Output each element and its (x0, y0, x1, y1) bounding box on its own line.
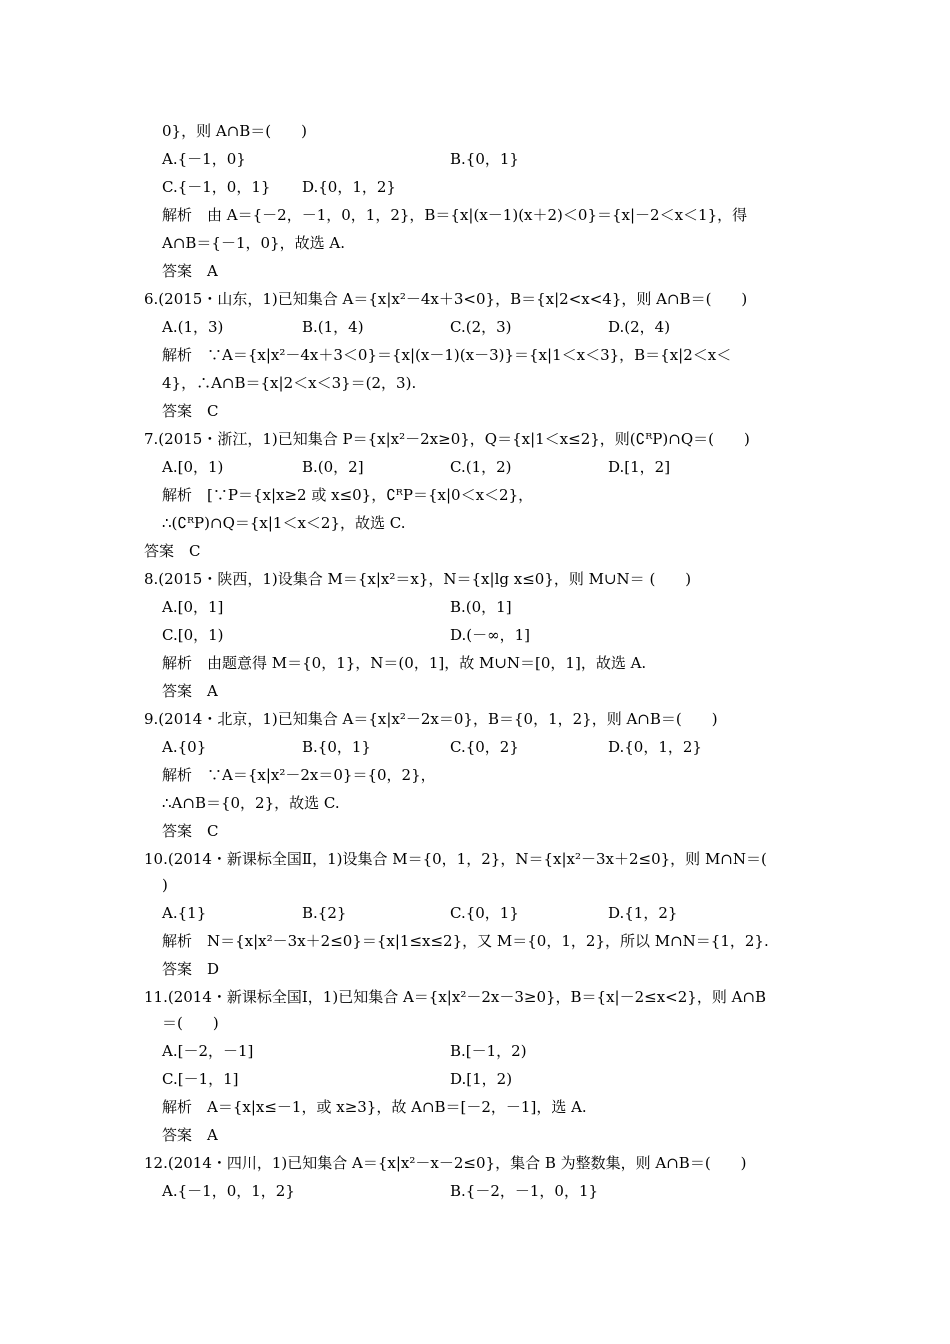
option-row (162, 1182, 782, 1200)
text-line: 解析 ∵A＝{x|x²－2x＝0}＝{0，2}， (162, 766, 436, 784)
answer-option: B.(0，1] (450, 598, 512, 616)
answer-option: A.{0} (162, 738, 207, 756)
text-line: 答案 D (162, 960, 220, 978)
answer-option: D.[1，2) (450, 1070, 513, 1088)
text-line: 答案 A (162, 682, 218, 700)
answer-option: A.{－1，0} (162, 150, 246, 168)
text-line: ∴(∁ᴿP)∩Q＝{x|1＜x＜2}，故选 C. (162, 514, 406, 532)
text-line: A∩B＝{－1，0}，故选 A. (162, 234, 345, 252)
text-line: 0}，则 A∩B＝( ) (162, 122, 307, 140)
option-row (162, 738, 782, 756)
text-line: 8.(2015・陕西，1)设集合 M＝{x|x²＝x}，N＝{x|lg x≤0}，则 M∪N＝ ( ) (144, 570, 692, 588)
option-row (162, 178, 782, 196)
text-line: 9.(2014・北京，1)已知集合 A＝{x|x²－2x＝0}，B＝{0，1，2}，则 A∩B＝( ) (144, 710, 718, 728)
option-row (162, 1042, 782, 1060)
option-row (162, 318, 782, 336)
answer-option: C.[－1，1] (162, 1070, 239, 1088)
option-row (162, 626, 782, 644)
answer-option: A.[0，1) (162, 458, 224, 476)
text-line: 解析 N＝{x|x²－3x＋2≤0}＝{x|1≤x≤2}，又 M＝{0，1，2}，所以 M∩N＝{1，2}. (162, 932, 769, 950)
option-row (162, 598, 782, 616)
text-line: 11.(2014・新课标全国Ⅰ，1)已知集合 A＝{x|x²－2x－3≥0}，B＝{x|－2≤x<2}，则 A∩B (144, 988, 767, 1006)
answer-option: C.{0，2} (450, 738, 519, 756)
text-line: 4}，∴A∩B＝{x|2＜x＜3}＝(2，3). (162, 374, 417, 392)
answer-option: C.(2，3) (450, 318, 512, 336)
answer-option: B.{0，1} (302, 738, 371, 756)
text-line: 10.(2014・新课标全国Ⅱ，1)设集合 M＝{0，1，2}，N＝{x|x²－3x＋2≤0}，则 M∩N＝( (144, 850, 767, 868)
text-line: 12.(2014・四川，1)已知集合 A＝{x|x²－x－2≤0}，集合 B 为整数集，则 A∩B＝( ) (144, 1154, 747, 1172)
text-line: 6.(2015・山东，1)已知集合 A＝{x|x²－4x＋3<0}，B＝{x|2<x<4}，则 A∩B＝( ) (144, 290, 748, 308)
option-row (162, 1070, 782, 1088)
answer-option: A.{－1，0，1，2} (162, 1182, 295, 1200)
answer-option: B.(0，2] (302, 458, 364, 476)
answer-option: C.{－1，0，1} (162, 178, 271, 196)
text-line: 解析 A＝{x|x≤－1，或 x≥3}，故 A∩B＝[－2，－1]，选 A. (162, 1098, 587, 1116)
text-line: ) (162, 876, 168, 894)
answer-option: B.{2} (302, 904, 347, 922)
text-line: 解析 由题意得 M＝{0，1}，N＝(0，1]，故 M∪N＝[0，1]，故选 A. (162, 654, 647, 672)
answer-option: B.{0，1} (450, 150, 519, 168)
answer-option: A.(1，3) (162, 318, 224, 336)
answer-option: B.{－2，－1，0，1} (450, 1182, 599, 1200)
option-row (162, 904, 782, 922)
text-line: 答案 C (162, 402, 219, 420)
answer-option: C.{0，1} (450, 904, 519, 922)
text-line: 解析 [∵P＝{x|x≥2 或 x≤0}，∁ᴿP＝{x|0＜x＜2}， (162, 486, 534, 504)
answer-option: D.{0，1，2} (302, 178, 396, 196)
text-line: 解析 ∵A＝{x|x²－4x＋3＜0}＝{x|(x－1)(x－3)}＝{x|1＜x＜3}，B＝{x|2＜x＜ (162, 346, 732, 364)
answer-option: C.(1，2) (450, 458, 512, 476)
option-row (162, 150, 782, 168)
answer-option: B.[－1，2) (450, 1042, 527, 1060)
text-line: 答案 A (162, 1126, 218, 1144)
text-line: ＝( ) (162, 1014, 219, 1032)
answer-option: D.{1，2} (608, 904, 678, 922)
answer-option: A.[－2，－1] (162, 1042, 254, 1060)
answer-option: D.(－∞，1] (450, 626, 531, 644)
text-line: 解析 由 A＝{－2，－1，0，1，2}，B＝{x|(x－1)(x＋2)＜0}＝{x|－2＜x＜1}，得 (162, 206, 748, 224)
answer-option: D.[1，2] (608, 458, 671, 476)
text-line: 答案 C (144, 542, 201, 560)
answer-option: B.(1，4) (302, 318, 364, 336)
text-line: 7.(2015・浙江，1)已知集合 P＝{x|x²－2x≥0}，Q＝{x|1＜x≤2}，则(∁ᴿP)∩Q＝( ) (144, 430, 750, 448)
text-line: 答案 A (162, 262, 218, 280)
text-line: 答案 C (162, 822, 219, 840)
answer-option: C.[0，1) (162, 626, 224, 644)
answer-option: A.[0，1] (162, 598, 224, 616)
text-line: ∴A∩B＝{0，2}，故选 C. (162, 794, 340, 812)
option-row (162, 458, 782, 476)
answer-option: A.{1} (162, 904, 207, 922)
answer-option: D.{0，1，2} (608, 738, 702, 756)
answer-option: D.(2，4) (608, 318, 671, 336)
